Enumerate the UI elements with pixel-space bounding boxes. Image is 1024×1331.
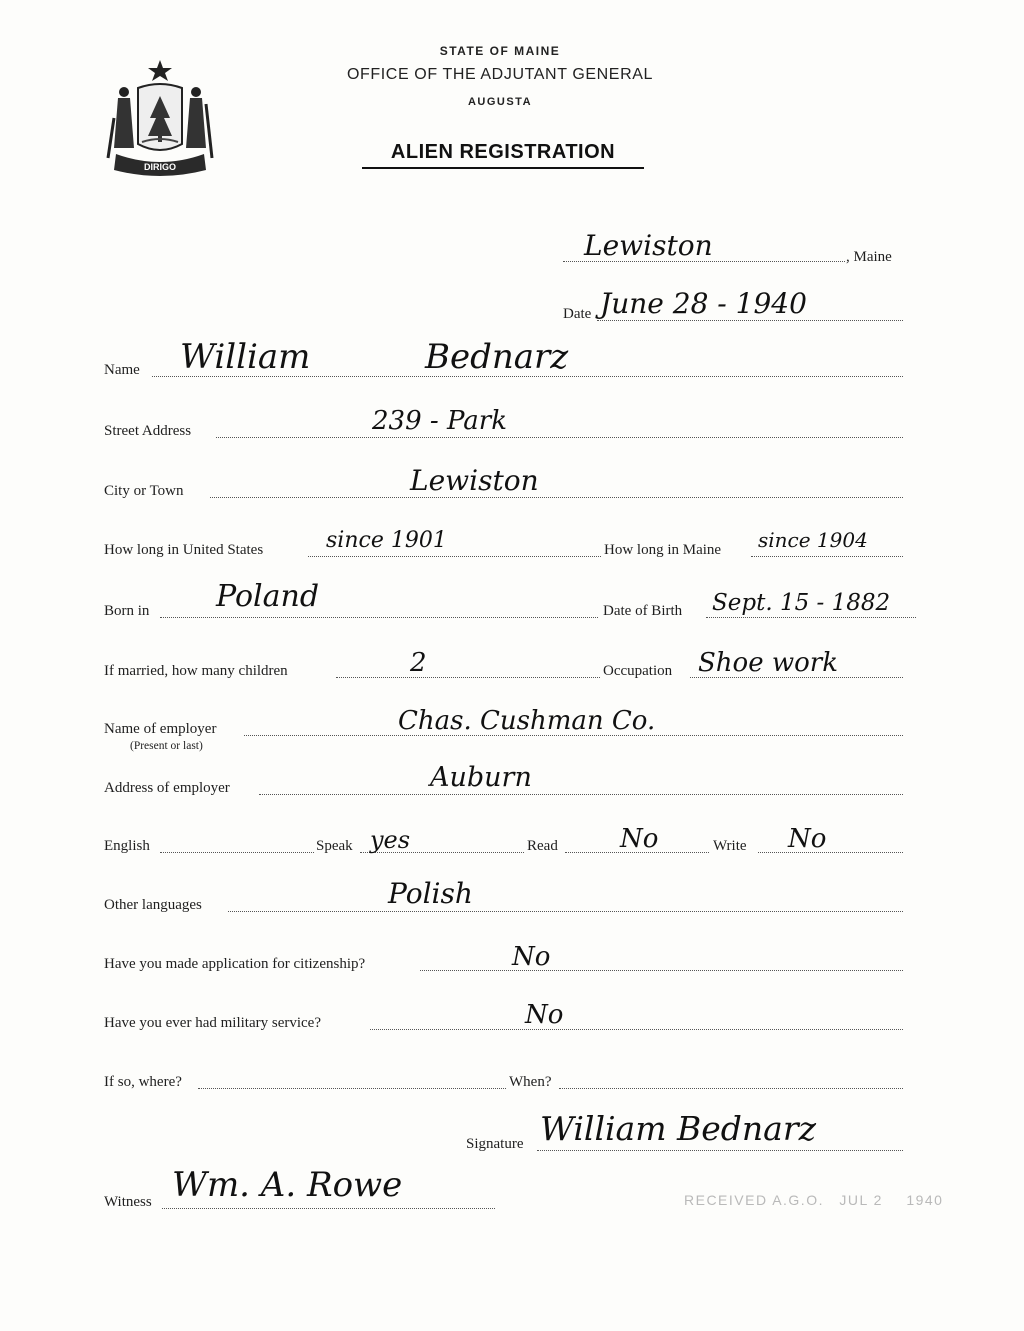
occupation-label: Occupation [603, 663, 673, 679]
title-underline [362, 167, 644, 169]
city-line [210, 497, 903, 498]
stamp-text: RECEIVED A.G.O. [684, 1192, 824, 1208]
date-label: Date [563, 306, 592, 322]
when-line [559, 1088, 903, 1089]
other-languages-label: Other languages [104, 897, 202, 913]
how-long-maine-label: How long in Maine [604, 542, 722, 558]
seal-motto: DIRIGO [143, 162, 177, 172]
city-value: Lewiston [410, 464, 539, 497]
witness-line [162, 1208, 495, 1209]
employer-note: (Present or last) [130, 740, 203, 752]
other-languages-value: Polish [388, 877, 473, 910]
signature-value: William Bednarz [540, 1109, 817, 1148]
signature-line [537, 1150, 903, 1151]
children-line [336, 677, 600, 678]
name-label: Name [104, 362, 140, 378]
maine-state-seal [104, 58, 216, 178]
citizenship-label: Have you made application for citizenship? [104, 956, 366, 972]
military-value: No [525, 1000, 564, 1030]
citizenship-line [420, 970, 903, 971]
street-address-label: Street Address [104, 423, 192, 439]
english-label: English [104, 838, 150, 854]
when-label: When? [509, 1074, 552, 1090]
stamp-month-day: JUL 2 [839, 1192, 883, 1208]
read-value: No [620, 824, 659, 854]
born-in-value: Poland [216, 579, 320, 614]
born-in-label: Born in [104, 603, 150, 619]
street-address-line [216, 437, 903, 438]
how-long-maine-line [751, 556, 903, 557]
speak-value: yes [370, 826, 411, 854]
english-line [160, 852, 314, 853]
header-office: OFFICE OF THE ADJUTANT GENERAL [346, 66, 654, 83]
date-line [597, 320, 903, 321]
city-label: City or Town [104, 483, 184, 499]
date-of-birth-value: Sept. 15 - 1882 [712, 590, 891, 616]
employer-value: Chas. Cushman Co. [398, 706, 656, 736]
received-stamp [684, 1192, 943, 1208]
military-label: Have you ever had military service? [104, 1015, 321, 1031]
write-value: No [788, 824, 827, 854]
children-label: If married, how many children [104, 663, 288, 679]
citizenship-value: No [512, 942, 551, 972]
street-address-value: 239 - Park [372, 406, 507, 436]
where-label: If so, where? [104, 1074, 182, 1090]
where-line [198, 1088, 506, 1089]
signature-label: Signature [466, 1136, 524, 1152]
stamp-year: 1940 [906, 1192, 944, 1208]
place-value: Lewiston [584, 229, 713, 262]
write-line [758, 852, 903, 853]
date-of-birth-label: Date of Birth [603, 603, 683, 619]
witness-value: Wm. A. Rowe [172, 1165, 403, 1205]
military-line [370, 1029, 903, 1030]
born-in-line [160, 617, 598, 618]
occupation-value: Shoe work [698, 648, 838, 678]
employer-label: Name of employer [104, 721, 217, 737]
maine-label: , Maine [846, 249, 892, 265]
name-last-value: Bednarz [425, 337, 569, 377]
children-value: 2 [410, 648, 427, 678]
how-long-us-line [308, 556, 601, 557]
how-long-us-value: since 1901 [326, 528, 447, 553]
header-state: STATE OF MAINE [439, 44, 561, 58]
employer-address-value: Auburn [430, 762, 532, 793]
write-label: Write [713, 838, 747, 854]
form-title: ALIEN REGISTRATION [390, 141, 616, 163]
how-long-us-label: How long in United States [104, 542, 264, 558]
employer-address-label: Address of employer [104, 780, 230, 796]
witness-label: Witness [104, 1194, 152, 1210]
speak-label: Speak [316, 838, 353, 854]
how-long-maine-value: since 1904 [758, 528, 868, 552]
other-languages-line [228, 911, 903, 912]
date-value: June 28 - 1940 [600, 287, 807, 320]
read-label: Read [527, 838, 558, 854]
employer-address-line [259, 794, 903, 795]
date-of-birth-line [706, 617, 916, 618]
name-first-value: William [180, 337, 311, 377]
header-city: AUGUSTA [467, 96, 533, 108]
